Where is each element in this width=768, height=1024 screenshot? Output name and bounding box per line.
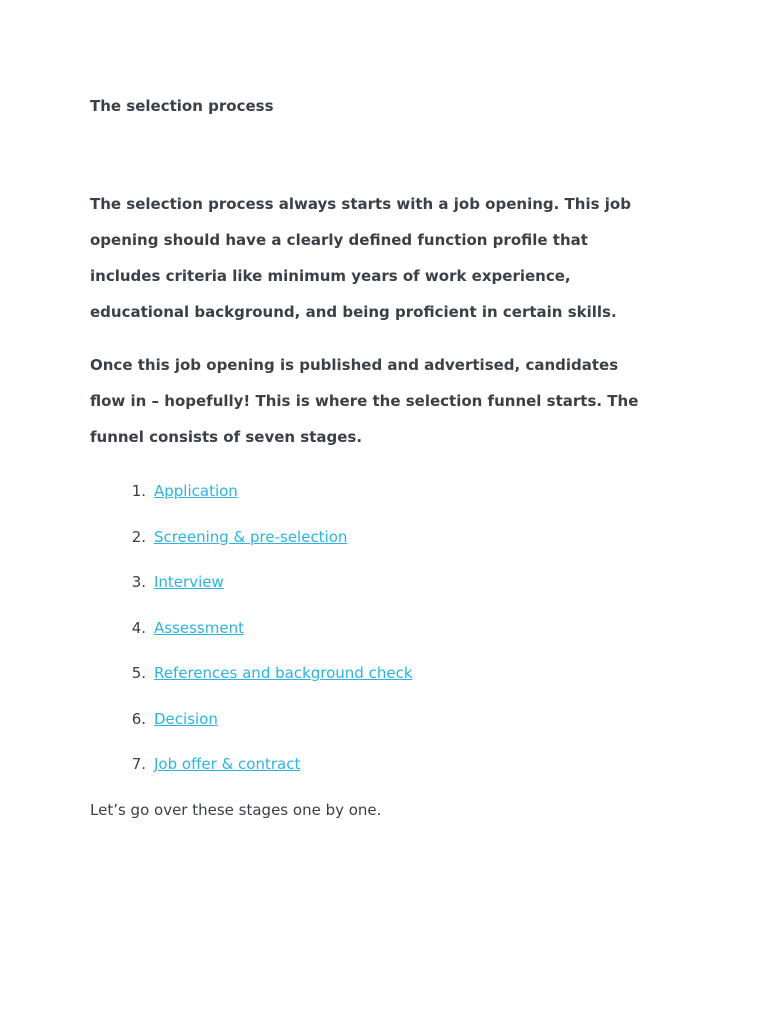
stage-link-application[interactable]: Application: [154, 482, 238, 500]
stage-link-assessment[interactable]: Assessment: [154, 618, 244, 637]
stage-number: 6.: [131, 709, 146, 728]
stage-link-screening[interactable]: Screening & pre-selection: [154, 527, 348, 546]
closing-sentence: Let’s go over these stages one by one.: [90, 801, 382, 819]
stage-number: 7.: [131, 755, 146, 773]
stage-item-assessment: [90, 610, 413, 656]
funnel-paragraph: Once this job opening is published and advertised, candidates flow in – hopefully! This is where the selection funnel starts. The funnel consists of seven stages.: [90, 356, 639, 446]
stage-item-screening: [90, 519, 413, 565]
stage-link-references[interactable]: References and background check: [154, 664, 413, 682]
stages-list: [90, 473, 413, 792]
stage-item-application: [90, 473, 413, 519]
stage-link-interview[interactable]: Interview: [154, 573, 224, 591]
stage-link-decision[interactable]: Decision: [154, 709, 218, 728]
stage-number: 2.: [131, 527, 146, 546]
stage-number: 4.: [131, 618, 146, 637]
stage-link-job-offer[interactable]: Job offer & contract: [154, 755, 301, 773]
stage-item-references: [90, 655, 413, 701]
stage-number: 1.: [131, 482, 146, 500]
stage-item-decision: [90, 701, 413, 747]
stage-item-interview: [90, 564, 413, 610]
intro-paragraph: The selection process always starts with a job opening. This job opening should have a clearly defined function profile that includes criteria like minimum years of work experience, educational background, and being proficient in certain skills.: [90, 195, 631, 321]
stage-number: 3.: [131, 573, 146, 591]
stage-number: 5.: [131, 664, 146, 682]
section-title: The selection process: [90, 97, 274, 115]
stage-item-job-offer: [90, 746, 413, 792]
